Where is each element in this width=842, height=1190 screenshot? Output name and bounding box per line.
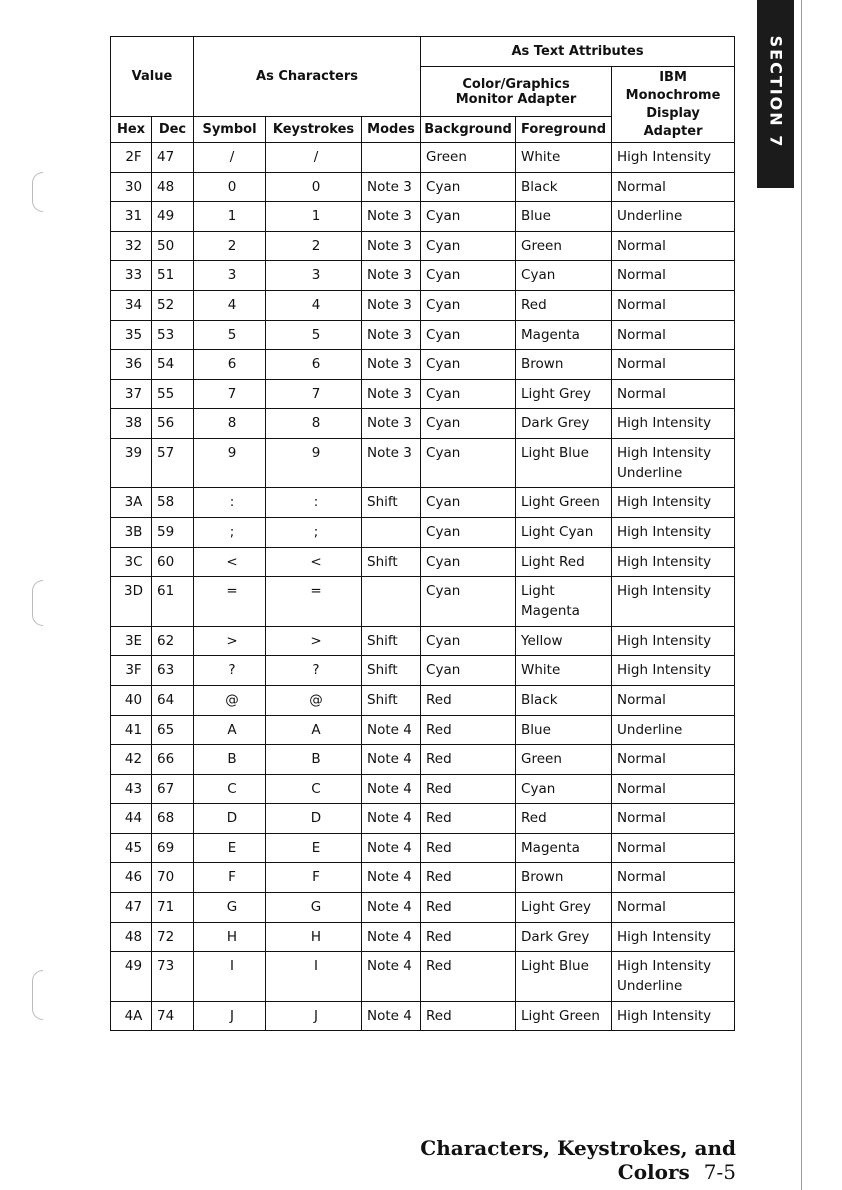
modes-header: Modes — [362, 117, 421, 143]
foreground-cell: Light Magenta — [516, 577, 612, 627]
mono-cell: Underline — [612, 202, 735, 232]
background-cell: Red — [421, 804, 516, 834]
dec-cell: 69 — [152, 833, 194, 863]
color-graphics-header: Color/Graphics Monitor Adapter — [421, 67, 612, 117]
modes-cell: Note 3 — [362, 261, 421, 291]
symbol-cell: > — [194, 626, 266, 656]
table-row — [111, 804, 735, 834]
hex-cell: 37 — [111, 379, 152, 409]
foreground-cell: Magenta — [516, 320, 612, 350]
keystrokes-cell: 6 — [266, 350, 362, 380]
hex-cell: 43 — [111, 774, 152, 804]
hex-cell: 42 — [111, 745, 152, 775]
table-row — [111, 626, 735, 656]
mono-cell: Normal — [612, 745, 735, 775]
hex-cell: 3D — [111, 577, 152, 627]
foreground-cell: White — [516, 656, 612, 686]
mono-cell: High Intensity — [612, 547, 735, 577]
character-table — [110, 36, 735, 1031]
modes-cell: Shift — [362, 626, 421, 656]
hex-cell: 3F — [111, 656, 152, 686]
background-cell: Red — [421, 774, 516, 804]
foreground-cell: Light Grey — [516, 379, 612, 409]
hex-cell: 32 — [111, 231, 152, 261]
dec-cell: 63 — [152, 656, 194, 686]
value-header: Value — [111, 37, 194, 117]
hex-cell: 3A — [111, 488, 152, 518]
modes-cell: Note 3 — [362, 409, 421, 439]
table-body — [111, 143, 735, 1031]
mono-cell: High Intensity Underline — [612, 952, 735, 1002]
keystrokes-cell: 8 — [266, 409, 362, 439]
mono-cell: High Intensity — [612, 626, 735, 656]
keystrokes-cell: = — [266, 577, 362, 627]
keystrokes-cell: > — [266, 626, 362, 656]
page-footer — [352, 1136, 736, 1184]
background-cell: Cyan — [421, 231, 516, 261]
dec-cell: 50 — [152, 231, 194, 261]
hex-cell: 47 — [111, 893, 152, 923]
symbol-cell: @ — [194, 685, 266, 715]
keystrokes-cell: 7 — [266, 379, 362, 409]
table-row — [111, 290, 735, 320]
dec-cell: 72 — [152, 922, 194, 952]
hex-cell: 36 — [111, 350, 152, 380]
keystrokes-header: Keystrokes — [266, 117, 362, 143]
hex-cell: 45 — [111, 833, 152, 863]
background-cell: Cyan — [421, 350, 516, 380]
dec-cell: 67 — [152, 774, 194, 804]
symbol-cell: : — [194, 488, 266, 518]
mono-cell: High Intensity — [612, 1001, 735, 1031]
dec-cell: 70 — [152, 863, 194, 893]
as-text-attributes-header: As Text Attributes — [421, 37, 735, 67]
dec-cell: 73 — [152, 952, 194, 1002]
keystrokes-cell: 1 — [266, 202, 362, 232]
table-row — [111, 438, 735, 488]
background-cell: Cyan — [421, 656, 516, 686]
mono-cell: High Intensity — [612, 922, 735, 952]
modes-cell — [362, 577, 421, 627]
background-cell: Cyan — [421, 409, 516, 439]
ibm-mono-line: Display — [646, 105, 700, 121]
table-row — [111, 350, 735, 380]
mono-cell: Normal — [612, 804, 735, 834]
dec-cell: 54 — [152, 350, 194, 380]
ibm-mono-header — [612, 67, 735, 143]
modes-cell: Shift — [362, 685, 421, 715]
dec-cell: 48 — [152, 172, 194, 202]
table-row — [111, 745, 735, 775]
keystrokes-cell: < — [266, 547, 362, 577]
symbol-cell: 1 — [194, 202, 266, 232]
hex-cell: 3E — [111, 626, 152, 656]
keystrokes-cell: 4 — [266, 290, 362, 320]
symbol-cell: 7 — [194, 379, 266, 409]
ibm-mono-line: Monochrome — [625, 87, 721, 103]
foreground-cell: Yellow — [516, 626, 612, 656]
symbol-cell: G — [194, 893, 266, 923]
ibm-mono-line: IBM — [659, 69, 687, 85]
table-row — [111, 774, 735, 804]
keystrokes-cell: F — [266, 863, 362, 893]
mono-cell: High Intensity — [612, 409, 735, 439]
keystrokes-cell: / — [266, 143, 362, 173]
dec-cell: 52 — [152, 290, 194, 320]
modes-cell: Shift — [362, 547, 421, 577]
modes-cell: Note 4 — [362, 952, 421, 1002]
mono-cell: Normal — [612, 774, 735, 804]
symbol-cell: 0 — [194, 172, 266, 202]
modes-cell: Note 3 — [362, 320, 421, 350]
symbol-cell: ; — [194, 518, 266, 548]
background-cell: Cyan — [421, 577, 516, 627]
foreground-cell: Light Blue — [516, 438, 612, 488]
keystrokes-cell: G — [266, 893, 362, 923]
background-cell: Green — [421, 143, 516, 173]
symbol-cell: D — [194, 804, 266, 834]
mono-cell: Normal — [612, 350, 735, 380]
background-cell: Cyan — [421, 518, 516, 548]
mono-cell: Normal — [612, 231, 735, 261]
dec-cell: 68 — [152, 804, 194, 834]
mono-cell: High Intensity — [612, 577, 735, 627]
foreground-cell: Light Grey — [516, 893, 612, 923]
hex-cell: 34 — [111, 290, 152, 320]
dec-cell: 71 — [152, 893, 194, 923]
foreground-cell: Red — [516, 290, 612, 320]
dec-cell: 47 — [152, 143, 194, 173]
mono-cell: Normal — [612, 379, 735, 409]
table-row — [111, 202, 735, 232]
hex-cell: 2F — [111, 143, 152, 173]
symbol-cell: B — [194, 745, 266, 775]
background-cell: Cyan — [421, 290, 516, 320]
binding-hole-mark — [32, 970, 43, 1020]
mono-cell: Normal — [612, 320, 735, 350]
mono-cell: Normal — [612, 290, 735, 320]
symbol-cell: 2 — [194, 231, 266, 261]
mono-cell: Normal — [612, 172, 735, 202]
table-row — [111, 261, 735, 291]
dec-cell: 57 — [152, 438, 194, 488]
background-cell: Cyan — [421, 261, 516, 291]
dec-cell: 61 — [152, 577, 194, 627]
mono-cell: Underline — [612, 715, 735, 745]
dec-cell: 58 — [152, 488, 194, 518]
table-row — [111, 320, 735, 350]
keystrokes-cell: 2 — [266, 231, 362, 261]
symbol-cell: ? — [194, 656, 266, 686]
foreground-cell: Dark Grey — [516, 922, 612, 952]
foreground-cell: Cyan — [516, 261, 612, 291]
dec-cell: 65 — [152, 715, 194, 745]
keystrokes-cell: ? — [266, 656, 362, 686]
hex-cell: 30 — [111, 172, 152, 202]
dec-header: Dec — [152, 117, 194, 143]
modes-cell: Shift — [362, 656, 421, 686]
symbol-cell: 6 — [194, 350, 266, 380]
background-cell: Cyan — [421, 438, 516, 488]
keystrokes-cell: B — [266, 745, 362, 775]
dec-cell: 59 — [152, 518, 194, 548]
hex-cell: 3C — [111, 547, 152, 577]
keystrokes-cell: H — [266, 922, 362, 952]
foreground-cell: Light Cyan — [516, 518, 612, 548]
footer-title: Characters, Keystrokes, and Colors — [420, 1136, 736, 1184]
symbol-cell: 3 — [194, 261, 266, 291]
hex-cell: 44 — [111, 804, 152, 834]
dec-cell: 51 — [152, 261, 194, 291]
keystrokes-cell: I — [266, 952, 362, 1002]
background-cell: Cyan — [421, 488, 516, 518]
hex-cell: 38 — [111, 409, 152, 439]
section-tab — [757, 0, 794, 188]
table-row — [111, 685, 735, 715]
foreground-cell: Light Red — [516, 547, 612, 577]
background-cell: Red — [421, 863, 516, 893]
dec-cell: 62 — [152, 626, 194, 656]
modes-cell: Note 3 — [362, 202, 421, 232]
modes-cell: Note 3 — [362, 350, 421, 380]
symbol-cell: E — [194, 833, 266, 863]
symbol-cell: = — [194, 577, 266, 627]
symbol-cell: 5 — [194, 320, 266, 350]
background-cell: Cyan — [421, 626, 516, 656]
modes-cell: Note 4 — [362, 1001, 421, 1031]
mono-cell: Normal — [612, 863, 735, 893]
hex-cell: 48 — [111, 922, 152, 952]
symbol-cell: J — [194, 1001, 266, 1031]
table-row — [111, 863, 735, 893]
table-row — [111, 547, 735, 577]
symbol-cell: 9 — [194, 438, 266, 488]
modes-cell: Note 4 — [362, 833, 421, 863]
mono-cell: High Intensity Underline — [612, 438, 735, 488]
dec-cell: 66 — [152, 745, 194, 775]
keystrokes-cell: : — [266, 488, 362, 518]
background-cell: Red — [421, 745, 516, 775]
background-cell: Cyan — [421, 320, 516, 350]
foreground-cell: Green — [516, 231, 612, 261]
hex-cell: 31 — [111, 202, 152, 232]
keystrokes-cell: 5 — [266, 320, 362, 350]
symbol-cell: F — [194, 863, 266, 893]
table-row — [111, 172, 735, 202]
binding-hole-mark — [32, 172, 43, 212]
foreground-header: Foreground — [516, 117, 612, 143]
page-edge-line — [801, 0, 802, 1190]
modes-cell: Note 3 — [362, 231, 421, 261]
hex-header: Hex — [111, 117, 152, 143]
mono-cell: High Intensity — [612, 518, 735, 548]
modes-cell — [362, 518, 421, 548]
keystrokes-cell: @ — [266, 685, 362, 715]
background-cell: Red — [421, 922, 516, 952]
background-cell: Red — [421, 1001, 516, 1031]
keystrokes-cell: 0 — [266, 172, 362, 202]
modes-cell: Note 3 — [362, 438, 421, 488]
table-row — [111, 893, 735, 923]
table-row — [111, 143, 735, 173]
symbol-cell: < — [194, 547, 266, 577]
hex-cell: 39 — [111, 438, 152, 488]
modes-cell: Note 3 — [362, 379, 421, 409]
hex-cell: 3B — [111, 518, 152, 548]
symbol-header: Symbol — [194, 117, 266, 143]
section-tab-label: SECTION 7 — [766, 35, 785, 149]
keystrokes-cell: ; — [266, 518, 362, 548]
keystrokes-cell: C — [266, 774, 362, 804]
as-characters-header: As Characters — [194, 37, 421, 117]
foreground-cell: Blue — [516, 715, 612, 745]
table-row — [111, 379, 735, 409]
foreground-cell: Red — [516, 804, 612, 834]
mono-cell: Normal — [612, 685, 735, 715]
background-cell: Red — [421, 893, 516, 923]
hex-cell: 46 — [111, 863, 152, 893]
modes-cell: Note 4 — [362, 804, 421, 834]
hex-cell: 49 — [111, 952, 152, 1002]
foreground-cell: Light Green — [516, 488, 612, 518]
symbol-cell: / — [194, 143, 266, 173]
foreground-cell: Brown — [516, 863, 612, 893]
ibm-mono-line: Adapter — [643, 123, 703, 139]
hex-cell: 41 — [111, 715, 152, 745]
mono-cell: Normal — [612, 893, 735, 923]
symbol-cell: C — [194, 774, 266, 804]
modes-cell — [362, 143, 421, 173]
keystrokes-cell: D — [266, 804, 362, 834]
modes-cell: Note 4 — [362, 745, 421, 775]
symbol-cell: 8 — [194, 409, 266, 439]
table-row — [111, 488, 735, 518]
mono-cell: High Intensity — [612, 143, 735, 173]
table-row — [111, 409, 735, 439]
background-cell: Cyan — [421, 202, 516, 232]
background-cell: Cyan — [421, 547, 516, 577]
mono-cell: High Intensity — [612, 656, 735, 686]
dec-cell: 74 — [152, 1001, 194, 1031]
hex-cell: 33 — [111, 261, 152, 291]
foreground-cell: Magenta — [516, 833, 612, 863]
modes-cell: Note 3 — [362, 172, 421, 202]
table-row — [111, 952, 735, 1002]
table-row — [111, 656, 735, 686]
hex-cell: 35 — [111, 320, 152, 350]
keystrokes-cell: J — [266, 1001, 362, 1031]
keystrokes-cell: 9 — [266, 438, 362, 488]
foreground-cell: Black — [516, 685, 612, 715]
dec-cell: 53 — [152, 320, 194, 350]
page-number: 7-5 — [703, 1160, 736, 1184]
modes-cell: Note 4 — [362, 922, 421, 952]
mono-cell: High Intensity — [612, 488, 735, 518]
background-header: Background — [421, 117, 516, 143]
modes-cell: Shift — [362, 488, 421, 518]
symbol-cell: H — [194, 922, 266, 952]
dec-cell: 60 — [152, 547, 194, 577]
dec-cell: 55 — [152, 379, 194, 409]
foreground-cell: Blue — [516, 202, 612, 232]
foreground-cell: White — [516, 143, 612, 173]
foreground-cell: Dark Grey — [516, 409, 612, 439]
dec-cell: 64 — [152, 685, 194, 715]
foreground-cell: Cyan — [516, 774, 612, 804]
modes-cell: Note 4 — [362, 893, 421, 923]
hex-cell: 40 — [111, 685, 152, 715]
symbol-cell: I — [194, 952, 266, 1002]
table-row — [111, 922, 735, 952]
dec-cell: 49 — [152, 202, 194, 232]
table-row — [111, 518, 735, 548]
hex-cell: 4A — [111, 1001, 152, 1031]
foreground-cell: Light Blue — [516, 952, 612, 1002]
table-row — [111, 1001, 735, 1031]
modes-cell: Note 4 — [362, 774, 421, 804]
mono-cell: Normal — [612, 833, 735, 863]
background-cell: Cyan — [421, 172, 516, 202]
keystrokes-cell: E — [266, 833, 362, 863]
modes-cell: Note 4 — [362, 863, 421, 893]
background-cell: Red — [421, 952, 516, 1002]
table-row — [111, 231, 735, 261]
table-row — [111, 715, 735, 745]
table-row — [111, 833, 735, 863]
modes-cell: Note 4 — [362, 715, 421, 745]
dec-cell: 56 — [152, 409, 194, 439]
binding-hole-mark — [32, 580, 43, 626]
background-cell: Red — [421, 715, 516, 745]
modes-cell: Note 3 — [362, 290, 421, 320]
foreground-cell: Black — [516, 172, 612, 202]
foreground-cell: Light Green — [516, 1001, 612, 1031]
symbol-cell: A — [194, 715, 266, 745]
background-cell: Red — [421, 685, 516, 715]
keystrokes-cell: 3 — [266, 261, 362, 291]
foreground-cell: Green — [516, 745, 612, 775]
mono-cell: Normal — [612, 261, 735, 291]
foreground-cell: Brown — [516, 350, 612, 380]
symbol-cell: 4 — [194, 290, 266, 320]
keystrokes-cell: A — [266, 715, 362, 745]
background-cell: Red — [421, 833, 516, 863]
table-row — [111, 577, 735, 627]
background-cell: Cyan — [421, 379, 516, 409]
